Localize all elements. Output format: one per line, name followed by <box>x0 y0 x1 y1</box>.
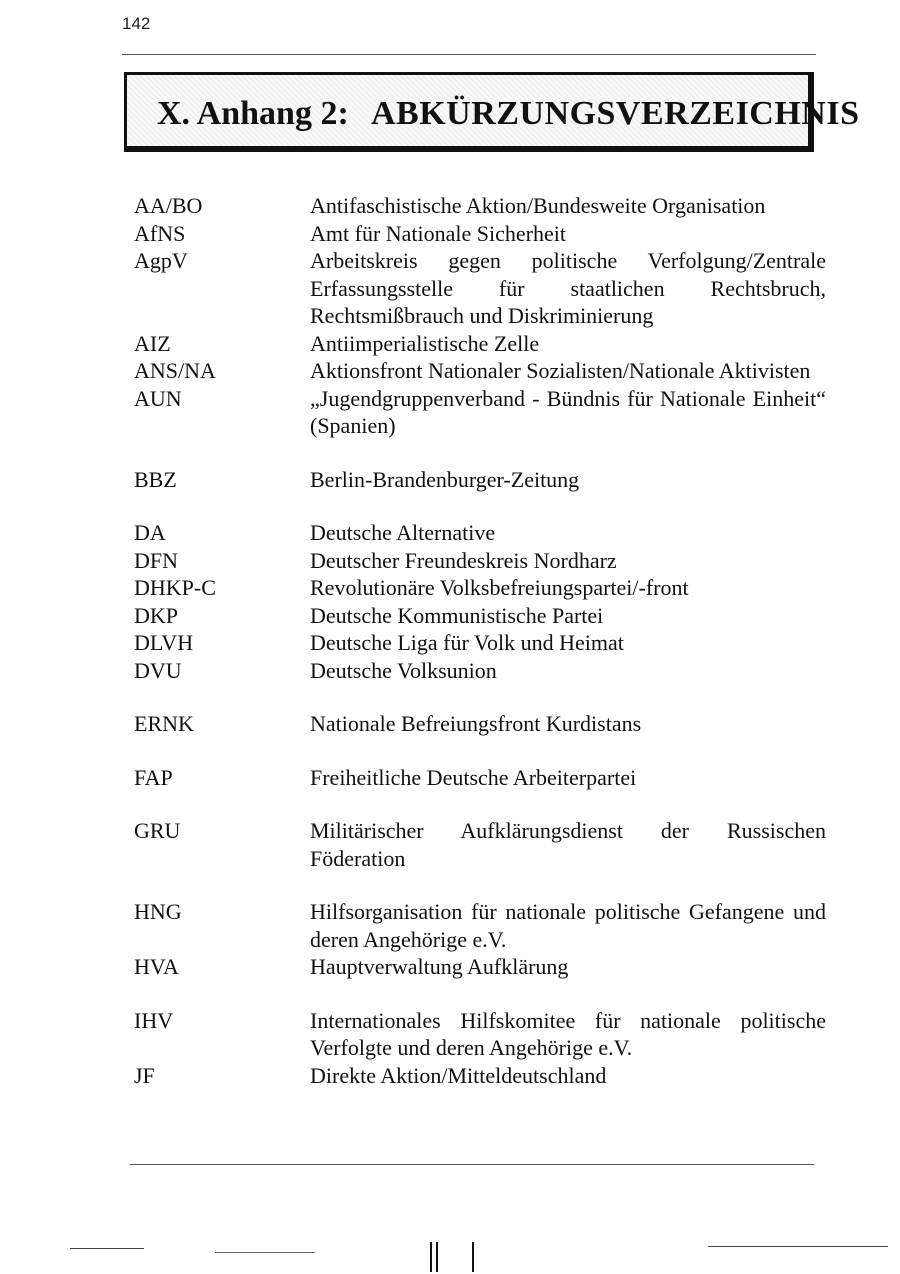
abbreviation-expansion: Deutsche Kommunistische Partei <box>310 602 604 628</box>
abbreviation-group <box>0 192 900 440</box>
abbreviation-entry <box>0 519 900 547</box>
abbreviation-term: AA/BO <box>134 193 203 218</box>
abbreviation-entry <box>0 657 900 685</box>
abbreviation-group <box>0 710 900 738</box>
abbreviation-term: JF <box>134 1062 155 1088</box>
scan-mark-1 <box>430 1242 432 1272</box>
page-number: 142 <box>122 14 151 33</box>
abbreviation-entry <box>0 1007 900 1062</box>
abbreviation-group <box>0 764 900 792</box>
abbreviation-entry <box>0 817 900 872</box>
abbreviation-group <box>0 898 900 981</box>
abbreviation-expansion: Hauptverwaltung Aufklärung <box>310 954 569 979</box>
abbreviation-expansion: Revolutionäre Volksbefreiungspartei/-front <box>310 575 689 600</box>
abbreviation-entry <box>0 220 900 248</box>
abbreviation-term: FAP <box>134 764 173 790</box>
abbreviation-expansion: Nationale Befreiungsfront Kurdistans <box>310 711 642 736</box>
abbreviation-entry <box>0 385 900 440</box>
abbreviation-entry <box>0 547 900 575</box>
abbreviation-term: DVU <box>134 657 182 683</box>
footer-rule <box>130 1164 814 1165</box>
abbreviation-term: AgpV <box>134 248 188 273</box>
abbreviation-term: HNG <box>134 899 182 924</box>
abbreviation-term: DFN <box>134 547 179 573</box>
abbreviation-expansion: Deutsche Alternative <box>310 520 496 545</box>
abbreviation-term: AfNS <box>134 220 186 246</box>
abbreviation-entry <box>0 357 900 385</box>
abbreviation-entry <box>0 953 900 981</box>
abbreviation-expansion: Antiimperialistische Zelle <box>310 330 540 356</box>
abbreviation-list <box>0 192 900 1115</box>
abbreviation-term: IHV <box>134 1007 174 1033</box>
abbreviation-term: GRU <box>134 818 181 843</box>
heading-title: ABKÜRZUNGSVERZEICHNIS <box>371 95 860 132</box>
abbreviation-term: AUN <box>134 385 182 411</box>
abbreviation-entry <box>0 466 900 494</box>
abbreviation-group <box>0 1007 900 1090</box>
abbreviation-group <box>0 817 900 872</box>
abbreviation-term: DA <box>134 520 166 545</box>
scan-mark-3 <box>472 1242 474 1272</box>
abbreviation-expansion: „Jugendgruppenverband - Bündnis für Nationale Einheit“ (Spanien) <box>310 385 826 438</box>
abbreviation-expansion: Deutsche Liga für Volk und Heimat <box>310 630 624 655</box>
abbreviation-group <box>0 466 900 494</box>
abbreviation-term: AIZ <box>134 330 171 356</box>
abbreviation-entry <box>0 247 900 330</box>
abbreviation-expansion: Berlin-Brandenburger-Zeitung <box>310 466 580 492</box>
abbreviation-term: ANS/NA <box>134 358 216 383</box>
header-rule <box>122 54 816 55</box>
abbreviation-entry <box>0 602 900 630</box>
abbreviation-expansion: Aktionsfront Nationaler Sozialisten/Nationale Aktivisten <box>310 358 811 383</box>
abbreviation-term: BBZ <box>134 466 177 492</box>
bottom-rule-right <box>708 1246 888 1247</box>
abbreviation-entry <box>0 330 900 358</box>
abbreviation-entry <box>0 1062 900 1090</box>
abbreviation-term: DLVH <box>134 630 194 655</box>
abbreviation-entry <box>0 710 900 738</box>
abbreviation-expansion: Hilfsorganisation für nationale politische Gefangene und deren Angehörige e.V. <box>310 899 826 952</box>
abbreviation-expansion: Arbeitskreis gegen politische Verfolgung/Zentrale Erfassungsstelle für staatlichen Rechtsbruch, Rechtsmißbrauch und Diskriminierung <box>310 248 826 328</box>
abbreviation-entry <box>0 574 900 602</box>
abbreviation-term: ERNK <box>134 711 194 736</box>
abbreviation-entry <box>0 898 900 953</box>
abbreviation-entry <box>0 629 900 657</box>
abbreviation-expansion: Internationales Hilfskomitee für nationale politische Verfolgte und deren Angehörige e.V. <box>310 1007 826 1060</box>
abbreviation-expansion: Freiheitliche Deutsche Arbeiterpartei <box>310 764 637 790</box>
abbreviation-expansion: Amt für Nationale Sicherheit <box>310 220 566 246</box>
bottom-rule-mid <box>215 1252 315 1253</box>
abbreviation-term: HVA <box>134 954 179 979</box>
abbreviation-expansion: Militärischer Aufklärungsdienst der Russischen Föderation <box>310 818 826 871</box>
abbreviation-entry <box>0 764 900 792</box>
heading-prefix: X. Anhang 2: <box>157 95 349 132</box>
abbreviation-expansion: Antifaschistische Aktion/Bundesweite Organisation <box>310 193 766 218</box>
scan-mark-2 <box>436 1242 438 1272</box>
abbreviation-entry <box>0 192 900 220</box>
abbreviation-term: DHKP-C <box>134 575 216 600</box>
abbreviation-term: DKP <box>134 602 179 628</box>
chapter-heading <box>124 72 860 152</box>
abbreviation-expansion: Deutsche Volksunion <box>310 657 497 683</box>
abbreviation-expansion: Deutscher Freundeskreis Nordharz <box>310 547 617 573</box>
bottom-rule-left <box>70 1248 144 1249</box>
abbreviation-group <box>0 519 900 684</box>
abbreviation-expansion: Direkte Aktion/Mitteldeutschland <box>310 1062 607 1088</box>
